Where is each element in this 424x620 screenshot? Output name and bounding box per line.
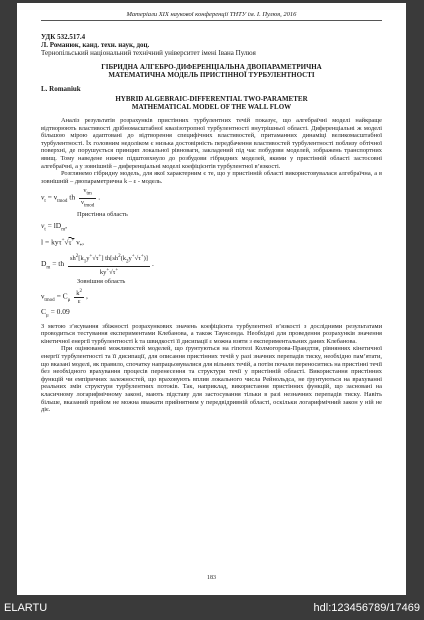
formula-outer-viscosity: $\nu_{tmod} = C_\mu$ $\frac{k^2}{\varepsilon}$ , — [41, 289, 88, 306]
paragraph-3: З метою з’ясування збіжності розрахункових значень коефіцієнта турбулентної в’язкості з дослідними результатами проводиться тестування експериментами Клебанова, а також Таунсенда. Необхідні для проведення розрахунків значення кінетичної енергії турбулентності k та швидкості її дисипації ε можна взяти з експериментальних даних Клебанова. — [41, 322, 382, 345]
title-en — [41, 95, 382, 111]
formula-constant: $C_\mu = 0.09$ — [41, 307, 70, 319]
footer-repository-name: ELARTU — [4, 602, 48, 614]
formula-mixing-length: l = kyτ+√τ+ $\nu_*$, — [41, 237, 85, 250]
title-en-line2: MATHEMATICAL MODEL OF THE WALL FLOW — [131, 103, 292, 111]
udc-code: УДК 532.517.4 — [41, 33, 86, 41]
paragraph-4: При оцінюванні можливостей моделей, що ґрунтуються на гіпотезі Колмогорова-Прандтля, рівняннях кінетичної енергії турбулентності та її дисипації, для описання пристінних течій у разі значних перепадів тиску, необхідно пам’ятати, що вказані моделі, як правило, спочатку напрацьовувалися для вільних течій, а потім почали переноситись на пристінні течії без необхідного врахування процесів перенесення та структури течії у пристінній області. Використання пристінних функцій чи емпіричних залежностей, що враховують вплив локального числа Рейнольдса, не ґрунтуються на врахуванні реальних змін структури турбулентних потоків. Так, наприклад, використання пристінних функцій, що засновані на класичному логарифмічному законі, мають підставу для застосування тільки в разі незначних перепадів тиску. Навіть більше, вказаний прийом не можна вважати прийнятним у передвідривній області, оскільки логарифмічний закон у ній не діє. — [41, 345, 383, 414]
footer-handle-link[interactable]: hdl:123456789/17469 — [313, 602, 420, 614]
formula-damping-function: $D_m$ = th $\frac{sh^2[k_1y^+√\tau^+] th[sh^2(k_2y^+√\tau^+)]}{ky^+√\tau^+}$ . — [41, 254, 154, 277]
title-ua-line1: ГІБРИДНА АЛГЕБРО-ДИФЕРЕНЦІАЛЬНА ДВОПАРАМЕТРИЧНА — [101, 63, 322, 71]
formula-inner-viscosity: $\nu_t = lD_m$, — [41, 220, 67, 233]
title-en-line1: HYBRID ALGEBRAIC-DIFFERENTIAL TWO-PARAMETER — [115, 95, 308, 103]
author-en: L. Romaniuk — [41, 85, 81, 93]
region-label-outer: Зовнішня область — [77, 278, 126, 286]
paragraph-2: Розглянемо гібридну модель, для якої характерним є те, що у пристінній області використовувалася алгебраїчна, а в зовнішній – двопараметрична k – ε - модель. — [41, 170, 382, 185]
document-page — [17, 3, 406, 595]
region-label-inner: Пристінна область — [77, 210, 128, 218]
title-ua — [41, 63, 382, 79]
page-number: 183 — [207, 575, 216, 581]
paragraph-1: Аналіз результатів розрахунків пристінних турбулентних течій показує, що алгебраїчні моделі найкраще відтворюють властивості дрібномасштабної квазізотропної турбулентності внутрішньої області. Диференціальні ж моделі більшою мірою адаптовані до відтворення специфічних властивостей, притаманних динаміці великомасштабної турбулентності. Їх головним недоліком є низька достовірність передбачення властивостей турбулентності поблизу обтічної поверхні, де порушується принцип локальної рівноваги, закладений під час побудови моделей, зображень транспортних явищ. Тому наведене нижче підштовхнуло до розбудови гібридних моделей, якими у пристінній області застосовні алгебраїчні, а у зовнішній – диференціальні моделі коефіцієнтів турбулентної в’язкості. — [41, 117, 382, 170]
formula-eddy-viscosity: $\nu_t = \nu_{tmod}$ th $\frac{\nu_{tm}}{\nu_{tmod}}$ . — [41, 187, 101, 208]
title-ua-line2: МАТЕМАТИЧНА МОДЕЛЬ ПРИСТІННОЇ ТУРБУЛЕНТНОСТІ — [108, 71, 315, 79]
viewer-footer-bar — [0, 598, 424, 620]
affiliation: Тернопільський національний технічний університет імені Івана Пулюя — [41, 49, 256, 57]
authors-ua: Л. Романюк, канд. техн. наук, доц. — [41, 41, 150, 49]
running-header: Матеріали XIX наукової конференції ТНТУ ім. І. Пулюя, 2016 — [41, 11, 382, 21]
